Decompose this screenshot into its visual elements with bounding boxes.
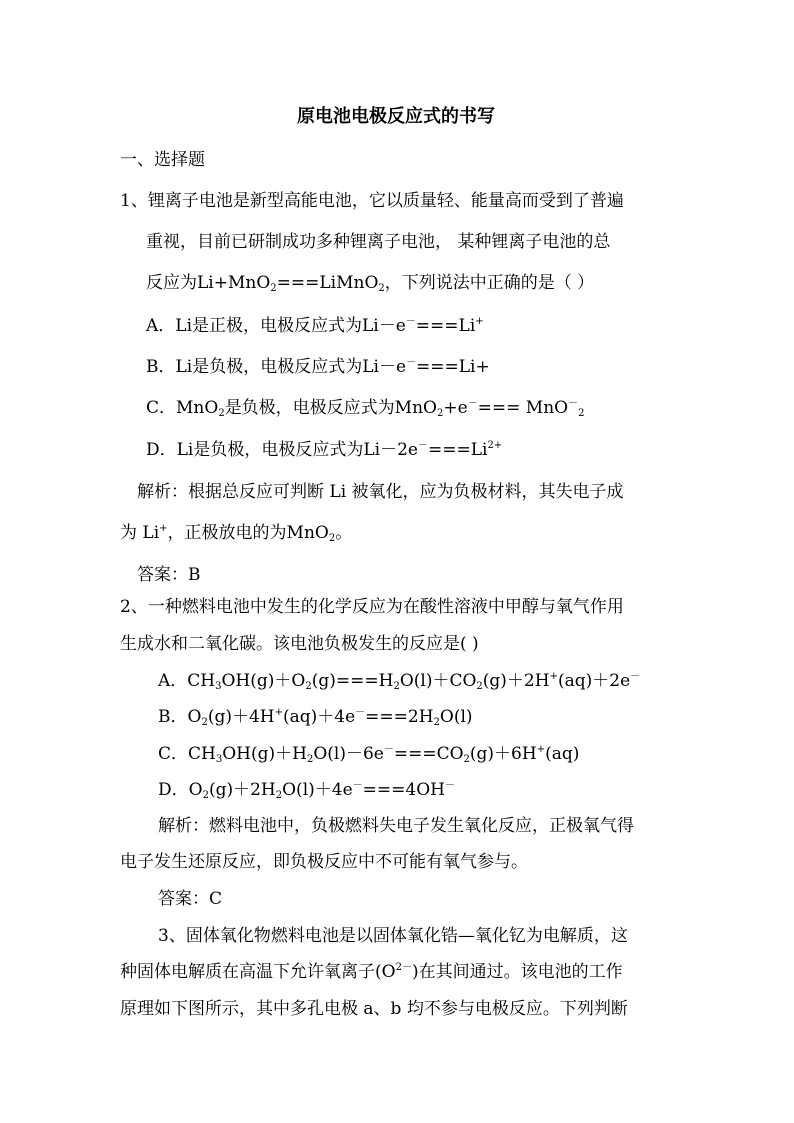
q3-stem-line2: 种固体电解质在高温下允许氧离子$(O^{2-})$在其间通过。该电池的工作 (120, 962, 623, 982)
q1-analysis-line2: 为 Li+，正极放电的为MnO$_2$。 (120, 523, 353, 544)
q1-option-b: B．Li是负极，电极反应式为Li－e－===Li+ (146, 357, 490, 377)
q3-stem-line1: 3、固体氧化物燃料电池是以固体氧化锆—氧化钇为电解质，这 (158, 926, 628, 946)
q1-analysis-line1: 解析：根据总反应可判断 Li 被氧化，应为负极材料，其失电子成 (137, 482, 624, 502)
q2-analysis-line1: 解析：燃料电池中，负极燃料失电子发生氧化反应，正极氧气得 (158, 816, 634, 836)
q1-option-d: D．Li是负极，电极反应式为$Li-2e^-===Li^{2+}$ (146, 440, 503, 460)
q1-option-a: A．Li是正极，电极反应式为Li－e－===Li+ (146, 316, 484, 336)
q3-stem-line3: 原理如下图所示，其中多孔电极 a、b 均不参与电极反应。下列判断 (120, 999, 628, 1019)
q1-option-c: C．MnO$_2$是负极，电极反应式为MnO$_2$+e－=== MnO－$_2$ (146, 398, 585, 419)
q2-option-c: C．$CH_3OH(g)+H_2O(l)-6e^-===CO_2(g)+6H^+(aq)$ (158, 744, 580, 765)
q2-analysis-line2: 电子发生还原反应，即负极反应中不可能有氧气参与。 (120, 852, 528, 872)
q1-stem-line3: 反应为Li+MnO$_2$===LiMnO$_2$，下列说法中正确的是（ ） (146, 273, 595, 294)
q1-stem-line2: 重视，目前已研制成功多种锂离子电池， 某种锂离子电池的总 (146, 232, 611, 252)
q1-answer: 答案：B (137, 565, 201, 585)
q2-answer: 答案：C (158, 889, 223, 909)
q2-option-d: D．$O_2(g)+2H_2O(l)+4e^-===4OH^-$ (158, 780, 455, 801)
page-title: 原电池电极反应式的书写 (297, 106, 495, 127)
q2-stem-line2: 生成水和二氧化碳。该电池负极发生的反应是( ) (120, 634, 479, 654)
q2-option-b: B．$O_2(g)+4H^+(aq)+4e^-===2H_2O(l)$ (158, 707, 473, 728)
q2-option-a: A．$CH_3OH(g)+O_2(g)===H_2O(l)+CO_2(g)+2H^+(aq)+2e^-$ (158, 671, 641, 692)
q2-stem-line1: 2、一种燃料电池中发生的化学反应为在酸性溶液中甲醇与氧气作用 (120, 597, 624, 617)
section-heading: 一、选择题 (120, 150, 205, 170)
q1-stem-line1: 1、锂离子电池是新型高能电池，它以质量轻、能量高而受到了普遍 (120, 191, 624, 211)
